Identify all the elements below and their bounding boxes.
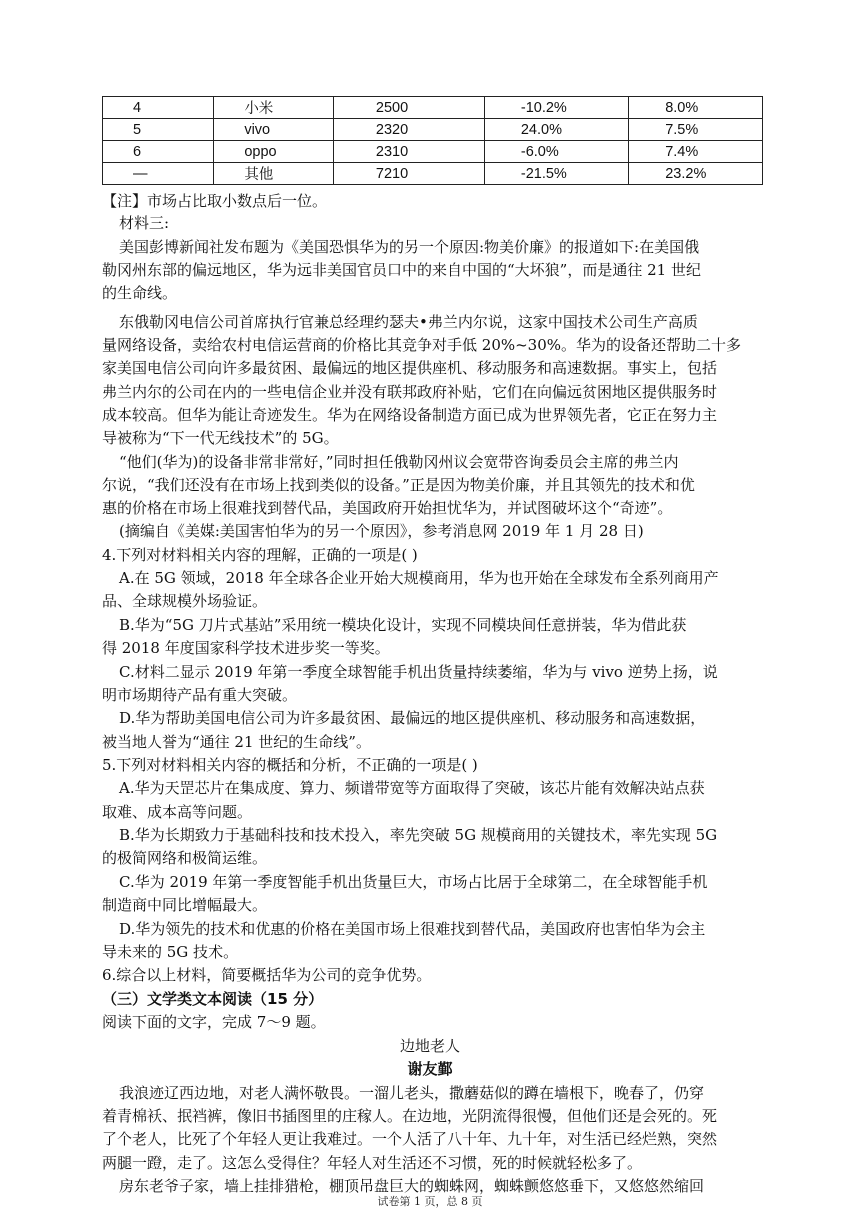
text-line: 我浪迹辽西边地，对老人满怀敬畏。一溜儿老头，撒蘑菇似的蹲在墙根下，晚春了，仍穿 bbox=[119, 1084, 705, 1102]
text-line: 房东老爷子家，墙上挂排猎枪，棚顶吊盘巨大的蜘蛛网，蜘蛛颤悠悠垂下，又悠悠然缩回 bbox=[119, 1177, 705, 1195]
table-cell: 7.5% bbox=[629, 119, 763, 141]
text-line: A.在 5G 领域，2018 年全球各企业开始大规模商用，华为也开始在全球发布全系列商用产 bbox=[119, 569, 719, 587]
text-line: 品、全球规模外场验证。 bbox=[102, 592, 268, 610]
text-line: 着青棉袄、抿裆裤，像旧书插图里的庄稼人。在边地，光阴流得很慢，但他们还是会死的。死 bbox=[102, 1107, 718, 1125]
table-row bbox=[103, 119, 763, 141]
table-cell: 24.0% bbox=[484, 119, 628, 141]
text-line: C.材料二显示 2019 年第一季度全球智能手机出货量持续萎缩，华为与 vivo 逆势上扬，说 bbox=[119, 663, 718, 681]
text-line: “他们(华为)的设备非常非常好，”同时担任俄勒冈州议会宽带咨询委员会主席的弗兰内 bbox=[119, 453, 679, 471]
market-share-table bbox=[102, 96, 763, 185]
text-line: B.华为“5G 刀片式基站”采用统一模块化设计，实现不同模块间任意拼装，华为借此获 bbox=[119, 616, 687, 634]
page-footer: 试卷第 1 页，总 8 页 bbox=[377, 1195, 483, 1208]
text-line: C.华为 2019 年第一季度智能手机出货量巨大，市场占比居于全球第二，在全球智能手机 bbox=[119, 873, 708, 891]
table-cell: 6 bbox=[103, 141, 214, 163]
text-line: 的极简网络和极简运维。 bbox=[102, 849, 268, 867]
text-line: (摘编自《美媒:美国害怕华为的另一个原因》，参考消息网 2019 年 1 月 28 日) bbox=[119, 522, 644, 540]
table-row bbox=[103, 97, 763, 119]
table-cell: 4 bbox=[103, 97, 214, 119]
text-line: 阅读下面的文字，完成 7～9 题。 bbox=[102, 1013, 326, 1031]
text-line: 得 2018 年度国家科学技术进步奖一等奖。 bbox=[102, 639, 390, 657]
table-cell: -21.5% bbox=[484, 163, 628, 185]
text-line: 4.下列对材料相关内容的理解，正确的一项是( ) bbox=[102, 546, 418, 564]
text-line: A.华为天罡芯片在集成度、算力、频谱带宽等方面取得了突破，该芯片能有效解决站点获 bbox=[119, 779, 705, 797]
text-line: 了个老人，比死了个年轻人更让我难过。一个人活了八十年、九十年，对生活已经烂熟，突然 bbox=[102, 1130, 718, 1148]
table-cell: 2320 bbox=[333, 119, 484, 141]
text-line: 取难、成本高等问题。 bbox=[102, 803, 253, 821]
table-cell: 2500 bbox=[333, 97, 484, 119]
text-line: 6.综合以上材料，简要概括华为公司的竞争优势。 bbox=[102, 966, 432, 984]
table-row bbox=[103, 141, 763, 163]
table-cell: vivo bbox=[214, 119, 334, 141]
text-line: 【注】市场占比取小数点后一位。 bbox=[102, 192, 328, 210]
text-line: 东俄勒冈电信公司首席执行官兼总经理约瑟夫•弗兰内尔说，这家中国技术公司生产高质 bbox=[119, 313, 698, 331]
table-cell: 7210 bbox=[333, 163, 484, 185]
text-line: 导未来的 5G 技术。 bbox=[102, 943, 239, 961]
table-cell: 7.4% bbox=[629, 141, 763, 163]
text-line: 5.下列对材料相关内容的概括和分析，不正确的一项是( ) bbox=[102, 756, 478, 774]
text-line: 材料三: bbox=[119, 214, 170, 232]
text-line: 谢友鄞 bbox=[407, 1060, 453, 1078]
text-line: B.华为长期致力于基础科技和技术投入，率先突破 5G 规模商用的关键技术，率先实现 5G bbox=[119, 826, 718, 844]
text-line: 勒冈州东部的偏远地区，华为远非美国官员口中的来自中国的“大坏狼”，而是通往 21 世纪 bbox=[102, 261, 701, 279]
table-cell: 23.2% bbox=[629, 163, 763, 185]
text-line: 导被称为“下一代无线技术”的 5G。 bbox=[102, 429, 339, 447]
table-cell: 其他 bbox=[214, 163, 334, 185]
table-cell: 2310 bbox=[333, 141, 484, 163]
text-line: D.华为帮助美国电信公司为许多最贫困、最偏远的地区提供座机、移动服务和高速数据， bbox=[119, 709, 706, 727]
table-cell: 5 bbox=[103, 119, 214, 141]
text-line: 尔说，“我们还没有在市场上找到类似的设备。”正是因为物美价廉，并且其领先的技术和优 bbox=[102, 476, 695, 494]
text-line: 家美国电信公司向许多最贫困、最偏远的地区提供座机、移动服务和高速数据。事实上，包括 bbox=[102, 359, 718, 377]
text-line: 美国彭博新闻社发布题为《美国恐惧华为的另一个原因:物美价廉》的报道如下:在美国俄 bbox=[119, 238, 700, 256]
text-line: 被当地人誉为“通往 21 世纪的生命线”。 bbox=[102, 733, 371, 751]
text-line: 制造商中同比增幅最大。 bbox=[102, 896, 268, 914]
text-line: （三）文学类文本阅读（15 分） bbox=[102, 990, 324, 1008]
text-line: 的生命线。 bbox=[102, 284, 178, 302]
table-cell: 8.0% bbox=[629, 97, 763, 119]
table-cell: -6.0% bbox=[484, 141, 628, 163]
table-cell: oppo bbox=[214, 141, 334, 163]
text-line: 明市场期待产品有重大突破。 bbox=[102, 686, 298, 704]
text-line: 两腿一蹬，走了。这怎么受得住？年轻人对生活还不习惯，死的时候就轻松多了。 bbox=[102, 1154, 643, 1172]
text-line: D.华为领先的技术和优惠的价格在美国市场上很难找到替代品，美国政府也害怕华为会主 bbox=[119, 920, 706, 938]
text-line: 边地老人 bbox=[399, 1037, 460, 1055]
table-row bbox=[103, 163, 763, 185]
table-cell: — bbox=[103, 163, 214, 185]
text-line: 惠的价格在市场上很难找到替代品，美国政府开始担忧华为，并试图破坏这个“奇迹”。 bbox=[102, 499, 673, 517]
text-line: 成本较高。但华为能让奇迹发生。华为在网络设备制造方面已成为世界领先者，它正在努力主 bbox=[102, 406, 718, 424]
table-cell: -10.2% bbox=[484, 97, 628, 119]
text-line: 弗兰内尔的公司在内的一些电信企业并没有联邦政府补贴，它们在向偏远贫困地区提供服务时 bbox=[102, 383, 718, 401]
text-line: 量网络设备，卖给农村电信运营商的价格比其竞争对手低 20%~30%。华为的设备还帮助二十多 bbox=[102, 336, 742, 354]
table-cell: 小米 bbox=[214, 97, 334, 119]
